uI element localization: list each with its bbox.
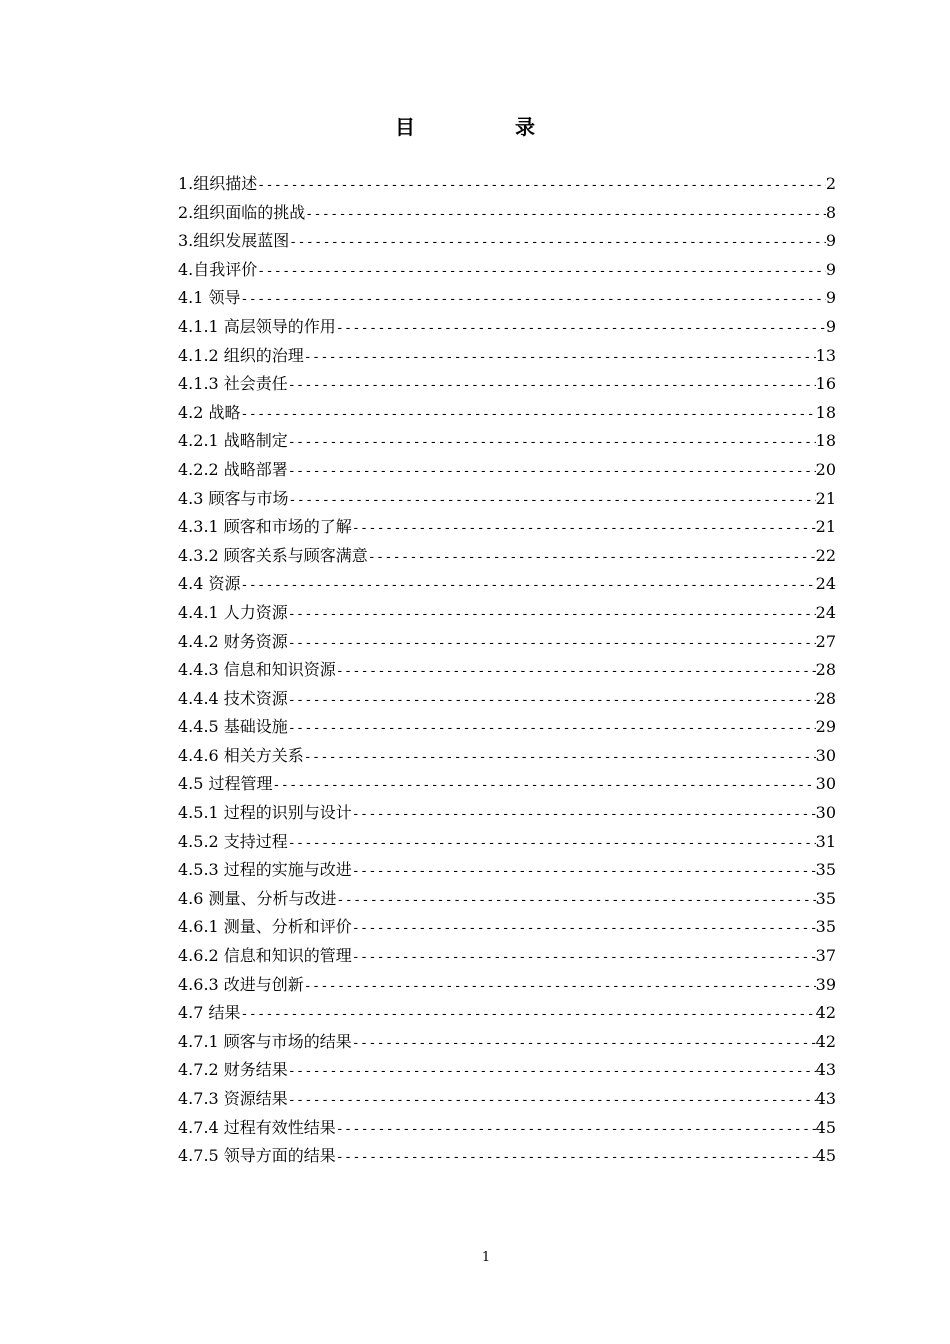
- toc-entry-label: 1.组织描述: [178, 174, 258, 193]
- toc-entry-label: 4.3.1 顾客和市场的了解: [178, 517, 352, 537]
- toc-entry[interactable]: [178, 971, 836, 1000]
- toc-entry-page: 45: [815, 1146, 836, 1166]
- toc-entry[interactable]: [178, 456, 836, 485]
- toc-entry-label: 4.2.2 战略部署: [178, 459, 288, 479]
- toc-entry[interactable]: [178, 542, 836, 571]
- toc-entry[interactable]: [178, 1085, 836, 1114]
- toc-entry-page: 9: [825, 231, 836, 251]
- toc-entry-label: 4.7 结果: [178, 1003, 241, 1023]
- toc-entry-page: 13: [815, 345, 836, 365]
- toc-entry-label: 4.1.3 社会责任: [178, 374, 288, 394]
- toc-dash-leader: [305, 201, 826, 230]
- toc-dash-leader: [336, 1144, 816, 1173]
- toc-dash-leader: [352, 801, 816, 830]
- toc-entry-label: 4.3.2 顾客关系与顾客满意: [178, 545, 368, 565]
- toc-dash-leader: [304, 344, 816, 373]
- toc-entry-page: 18: [815, 431, 836, 451]
- toc-entry[interactable]: [178, 828, 836, 857]
- toc-entry[interactable]: [178, 999, 836, 1028]
- toc-entry-page: 30: [815, 774, 836, 794]
- toc-entry-label: 4.7.4 过程有效性结果: [178, 1117, 336, 1137]
- toc-entry[interactable]: [178, 856, 836, 885]
- toc-entry-page: 9: [825, 288, 836, 308]
- toc-entry-page: 2: [825, 174, 836, 193]
- toc-entry[interactable]: [178, 170, 836, 199]
- toc-entry-label: 4.2 战略: [178, 402, 241, 422]
- toc-entry-label: 4.7.2 财务结果: [178, 1060, 288, 1080]
- toc-dash-leader: [289, 229, 826, 258]
- toc-entry[interactable]: [178, 799, 836, 828]
- toc-entry-page: 20: [815, 459, 836, 479]
- page-title: 目 录: [395, 115, 575, 139]
- toc-dash-leader: [241, 401, 816, 430]
- toc-dash-leader: [288, 1087, 816, 1116]
- toc-entry-label: 4.5.3 过程的实施与改进: [178, 860, 352, 880]
- toc-entry[interactable]: [178, 713, 836, 742]
- toc-entry[interactable]: [178, 770, 836, 799]
- toc-dash-leader: [241, 1001, 816, 1030]
- toc-dash-leader: [352, 1030, 816, 1059]
- toc-dash-leader: [304, 973, 816, 1002]
- toc-entry-page: 35: [815, 888, 836, 908]
- toc-entry-label: 4.4.6 相关方关系: [178, 745, 304, 765]
- toc-entry-label: 4.7.5 领导方面的结果: [178, 1146, 336, 1166]
- toc-dash-leader: [352, 515, 816, 544]
- toc-entry[interactable]: [178, 485, 836, 514]
- toc-entry-page: 27: [815, 631, 836, 651]
- toc-entry[interactable]: [178, 313, 836, 342]
- toc-entry-label: 4.1 领导: [178, 288, 241, 308]
- toc-dash-leader: [288, 1058, 816, 1087]
- toc-dash-leader: [257, 258, 826, 287]
- toc-entry-label: 3.组织发展蓝图: [178, 231, 290, 251]
- toc-dash-leader: [288, 687, 816, 716]
- toc-entry-label: 4.3 顾客与市场: [178, 488, 289, 508]
- toc-entry-page: 39: [815, 974, 836, 994]
- toc-entry-label: 4.2.1 战略制定: [178, 431, 288, 451]
- toc-entry[interactable]: [178, 1142, 836, 1171]
- toc-entry[interactable]: [178, 256, 836, 285]
- toc-entry-label: 4.自我评价: [178, 259, 258, 279]
- toc-entry-label: 4.4.4 技术资源: [178, 688, 288, 708]
- toc-entry[interactable]: [178, 656, 836, 685]
- toc-dash-leader: [288, 830, 816, 859]
- toc-dash-leader: [289, 487, 816, 516]
- toc-entry[interactable]: [178, 227, 836, 256]
- toc-entry-label: 2.组织面临的挑战: [178, 202, 306, 222]
- toc-entry[interactable]: [178, 599, 836, 628]
- toc-entry-label: 4.1.1 高层领导的作用: [178, 316, 336, 336]
- toc-entry-label: 4.7.1 顾客与市场的结果: [178, 1031, 352, 1051]
- toc-entry-label: 4.5.2 支持过程: [178, 831, 288, 851]
- toc-entry[interactable]: [178, 342, 836, 371]
- toc-dash-leader: [288, 630, 816, 659]
- toc-dash-leader: [304, 744, 816, 773]
- toc-entry-page: 43: [815, 1060, 836, 1080]
- toc-dash-leader: [241, 286, 826, 315]
- toc-entry-page: 8: [825, 202, 836, 222]
- toc-dash-leader: [337, 887, 816, 916]
- toc-entry-page: 24: [815, 602, 836, 622]
- toc-dash-leader: [352, 944, 816, 973]
- toc-entry[interactable]: [178, 942, 836, 971]
- toc-entry[interactable]: [178, 284, 836, 313]
- toc-entry-page: 9: [825, 259, 836, 279]
- toc-dash-leader: [257, 172, 826, 201]
- toc-entry-label: 4.6.1 测量、分析和评价: [178, 917, 352, 937]
- table-of-contents: [178, 170, 836, 1171]
- toc-dash-leader: [336, 1116, 816, 1145]
- toc-dash-leader: [352, 915, 816, 944]
- toc-dash-leader: [288, 458, 816, 487]
- toc-dash-leader: [288, 715, 816, 744]
- toc-entry[interactable]: [178, 370, 836, 399]
- toc-entry[interactable]: [178, 742, 836, 771]
- toc-entry-label: 4.6 测量、分析与改进: [178, 888, 337, 908]
- toc-entry-page: 28: [815, 688, 836, 708]
- toc-entry[interactable]: [178, 913, 836, 942]
- toc-entry-page: 30: [815, 745, 836, 765]
- toc-entry-page: 28: [815, 660, 836, 680]
- toc-dash-leader: [368, 544, 816, 573]
- toc-entry-label: 4.5 过程管理: [178, 774, 273, 794]
- toc-entry-page: 42: [815, 1003, 836, 1023]
- toc-entry-label: 4.6.3 改进与创新: [178, 974, 304, 994]
- toc-entry-page: 35: [815, 860, 836, 880]
- toc-entry[interactable]: [178, 885, 836, 914]
- toc-entry[interactable]: [178, 628, 836, 657]
- toc-entry-page: 9: [825, 316, 836, 336]
- toc-entry-label: 4.6.2 信息和知识的管理: [178, 946, 352, 966]
- toc-entry[interactable]: [178, 1114, 836, 1143]
- toc-dash-leader: [288, 601, 816, 630]
- toc-entry[interactable]: [178, 199, 836, 228]
- toc-entry-label: 4.4 资源: [178, 574, 241, 594]
- toc-dash-leader: [241, 572, 816, 601]
- toc-entry-page: 18: [815, 402, 836, 422]
- toc-entry-page: 31: [815, 831, 836, 851]
- toc-entry-label: 4.4.5 基础设施: [178, 717, 288, 737]
- toc-entry[interactable]: [178, 513, 836, 542]
- toc-entry-page: 45: [815, 1117, 836, 1137]
- toc-entry[interactable]: [178, 570, 836, 599]
- toc-entry-label: 4.7.3 资源结果: [178, 1089, 288, 1108]
- toc-entry-label: 4.1.2 组织的治理: [178, 345, 304, 365]
- page-number: 1: [481, 1250, 491, 1265]
- toc-entry-label: 4.4.1 人力资源: [178, 602, 288, 622]
- toc-dash-leader: [352, 858, 816, 887]
- toc-dash-leader: [336, 315, 826, 344]
- toc-entry-page: 24: [815, 574, 836, 594]
- toc-entry-page: 30: [815, 803, 836, 823]
- toc-entry[interactable]: [178, 399, 836, 428]
- toc-entry-label: 4.4.2 财务资源: [178, 631, 288, 651]
- toc-entry-page: 21: [815, 517, 836, 537]
- toc-entry-page: 35: [815, 917, 836, 937]
- toc-entry-page: 21: [815, 488, 836, 508]
- toc-entry[interactable]: [178, 427, 836, 456]
- toc-entry-label: 4.5.1 过程的识别与设计: [178, 803, 352, 823]
- toc-entry-page: 29: [815, 717, 836, 737]
- toc-entry-page: 22: [815, 545, 836, 565]
- toc-entry-page: 16: [815, 374, 836, 394]
- toc-entry[interactable]: [178, 1028, 836, 1057]
- toc-dash-leader: [288, 429, 816, 458]
- toc-dash-leader: [336, 658, 816, 687]
- toc-entry-page: 37: [815, 946, 836, 966]
- toc-entry-page: 42: [815, 1031, 836, 1051]
- toc-entry[interactable]: [178, 685, 836, 714]
- toc-dash-leader: [288, 372, 816, 401]
- toc-entry[interactable]: [178, 1056, 836, 1085]
- toc-dash-leader: [273, 772, 816, 801]
- toc-entry-page: 43: [815, 1089, 836, 1108]
- toc-entry-label: 4.4.3 信息和知识资源: [178, 660, 336, 680]
